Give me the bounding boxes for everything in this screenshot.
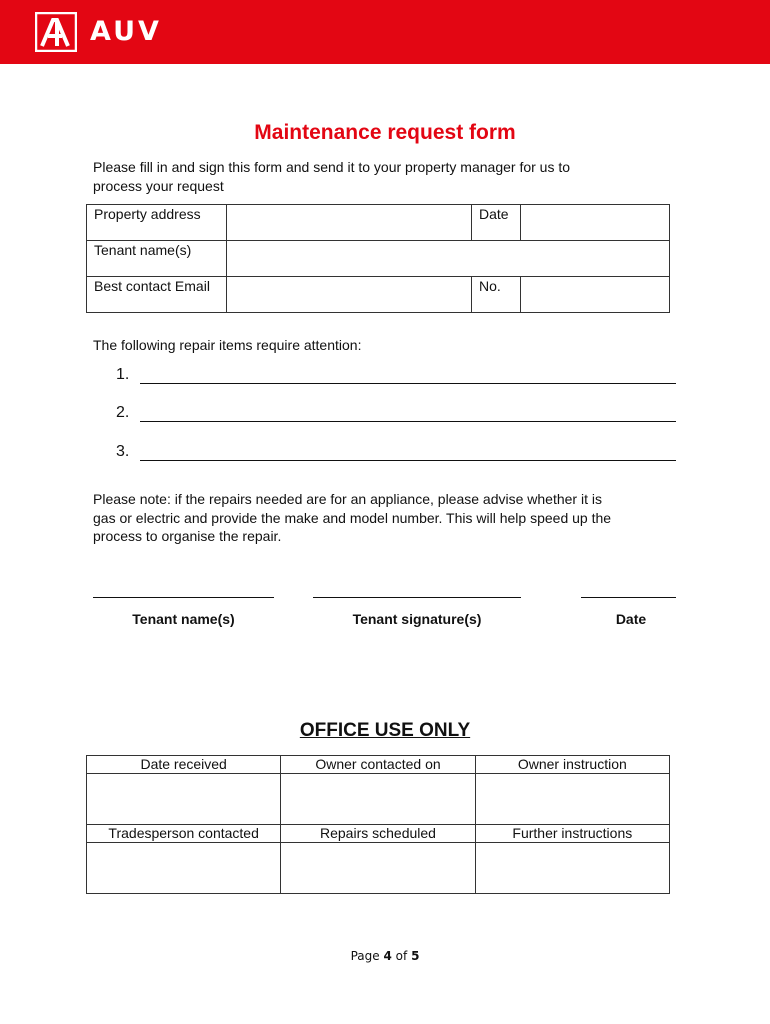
repair-item[interactable] bbox=[116, 404, 676, 426]
note-line: process to organise the repair. bbox=[93, 528, 282, 544]
tenant-info-table bbox=[86, 204, 670, 313]
owner-instruction-header: Owner instruction bbox=[475, 756, 669, 774]
date-field[interactable] bbox=[521, 205, 670, 241]
owner-instruction-field[interactable] bbox=[475, 774, 669, 825]
tenant-names-label: Tenant name(s) bbox=[87, 241, 227, 277]
date-received-field[interactable] bbox=[87, 774, 281, 825]
owner-contacted-field[interactable] bbox=[281, 774, 475, 825]
repair-item-number: 1. bbox=[116, 366, 130, 383]
page-label: Page bbox=[350, 949, 380, 963]
email-field[interactable] bbox=[227, 277, 472, 313]
repair-item-line[interactable] bbox=[140, 460, 676, 461]
owner-contacted-header: Owner contacted on bbox=[281, 756, 475, 774]
signature-date-line[interactable] bbox=[581, 597, 676, 598]
note-line: Please note: if the repairs needed are for an appliance, please advise whether it is bbox=[93, 491, 602, 507]
tenant-names-signature-line[interactable] bbox=[93, 597, 274, 598]
repair-item[interactable] bbox=[116, 443, 676, 465]
brand-name: AUV bbox=[90, 16, 162, 47]
signature-date-label: Date bbox=[615, 611, 647, 627]
date-received-header: Date received bbox=[87, 756, 281, 774]
tenant-signature-line[interactable] bbox=[313, 597, 521, 598]
brand-header bbox=[0, 0, 770, 64]
further-instructions-field[interactable] bbox=[475, 843, 669, 894]
attention-text: The following repair items require attention: bbox=[93, 337, 362, 353]
tenant-signature-label: Tenant signature(s) bbox=[352, 611, 482, 627]
form-intro bbox=[93, 158, 653, 195]
page-of: of bbox=[395, 949, 408, 963]
appliance-note bbox=[93, 490, 683, 546]
tenant-names-signature-label: Tenant name(s) bbox=[132, 611, 235, 627]
page-number bbox=[0, 949, 770, 963]
repair-item-line[interactable] bbox=[140, 383, 676, 384]
date-label: Date bbox=[472, 205, 521, 241]
page-total: 5 bbox=[411, 949, 420, 963]
number-label: No. bbox=[472, 277, 521, 313]
further-instructions-header: Further instructions bbox=[475, 825, 669, 843]
tradesperson-contacted-field[interactable] bbox=[87, 843, 281, 894]
property-address-label: Property address bbox=[87, 205, 227, 241]
property-address-field[interactable] bbox=[227, 205, 472, 241]
page-current: 4 bbox=[383, 949, 392, 963]
repair-item[interactable] bbox=[116, 366, 676, 388]
email-label: Best contact Email bbox=[87, 277, 227, 313]
form-title: Maintenance request form bbox=[254, 121, 516, 144]
repair-item-number: 2. bbox=[116, 404, 130, 421]
office-use-table bbox=[86, 755, 670, 894]
repair-item-line[interactable] bbox=[140, 421, 676, 422]
repairs-scheduled-field[interactable] bbox=[281, 843, 475, 894]
tradesperson-contacted-header: Tradesperson contacted bbox=[87, 825, 281, 843]
intro-line: Please fill in and sign this form and send it to your property manager for us to bbox=[93, 159, 571, 175]
auv-logo-icon bbox=[35, 12, 77, 52]
number-field[interactable] bbox=[521, 277, 670, 313]
intro-line: process your request bbox=[93, 177, 224, 194]
note-line: gas or electric and provide the make and model number. This will help speed up the bbox=[93, 509, 612, 526]
tenant-names-field[interactable] bbox=[227, 241, 670, 277]
office-use-title: OFFICE USE ONLY bbox=[299, 720, 471, 741]
repair-item-number: 3. bbox=[116, 443, 130, 460]
repairs-scheduled-header: Repairs scheduled bbox=[281, 825, 475, 843]
